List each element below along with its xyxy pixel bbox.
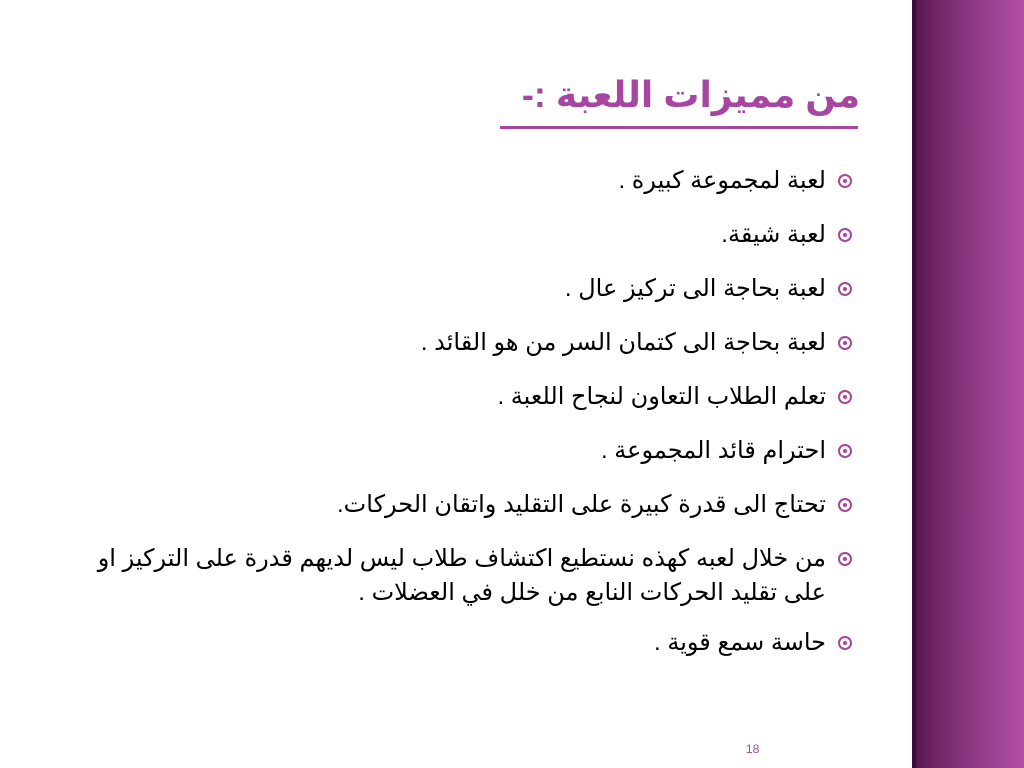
list-item xyxy=(92,434,852,468)
list-item xyxy=(92,626,852,660)
list-item xyxy=(92,272,852,306)
list-item-text: تحتاج الى قدرة كبيرة على التقليد واتقان الحركات. xyxy=(337,491,826,518)
list-item xyxy=(92,542,852,610)
radio-bullet-icon xyxy=(838,444,852,458)
slide-title: من مميزات اللعبة :- xyxy=(521,74,860,115)
list-item-text: لعبة بحاجة الى كتمان السر من هو القائد . xyxy=(420,329,826,356)
radio-bullet-icon xyxy=(838,228,852,242)
radio-bullet-icon xyxy=(838,390,852,404)
list-item-text: لعبة بحاجة الى تركيز عال . xyxy=(564,275,826,302)
list-item-text: تعلم الطلاب التعاون لنجاح اللعبة . xyxy=(497,383,826,410)
decorative-side-band xyxy=(912,0,1024,768)
radio-bullet-icon xyxy=(838,282,852,296)
list-item-text: لعبة شيقة. xyxy=(721,221,826,248)
list-item xyxy=(92,488,852,522)
radio-bullet-icon xyxy=(838,174,852,188)
bullet-list xyxy=(92,164,852,680)
radio-bullet-icon xyxy=(838,552,852,566)
list-item xyxy=(92,218,852,252)
list-item-text: احترام قائد المجموعة . xyxy=(600,437,826,464)
radio-bullet-icon xyxy=(838,336,852,350)
list-item-text: حاسة سمع قوية . xyxy=(654,629,826,656)
title-underline xyxy=(500,126,858,129)
list-item xyxy=(92,326,852,360)
page-number: 18 xyxy=(746,742,760,756)
radio-bullet-icon xyxy=(838,498,852,512)
list-item xyxy=(92,164,852,198)
list-item-text: لعبة لمجموعة كبيرة . xyxy=(618,167,826,194)
list-item xyxy=(92,380,852,414)
list-item-text: من خلال لعبه كهذه نستطيع اكتشاف طلاب ليس لديهم قدرة على التركيز او على تقليد الحركات النابع من خلل في العضلات . xyxy=(97,545,826,606)
radio-bullet-icon xyxy=(838,636,852,650)
